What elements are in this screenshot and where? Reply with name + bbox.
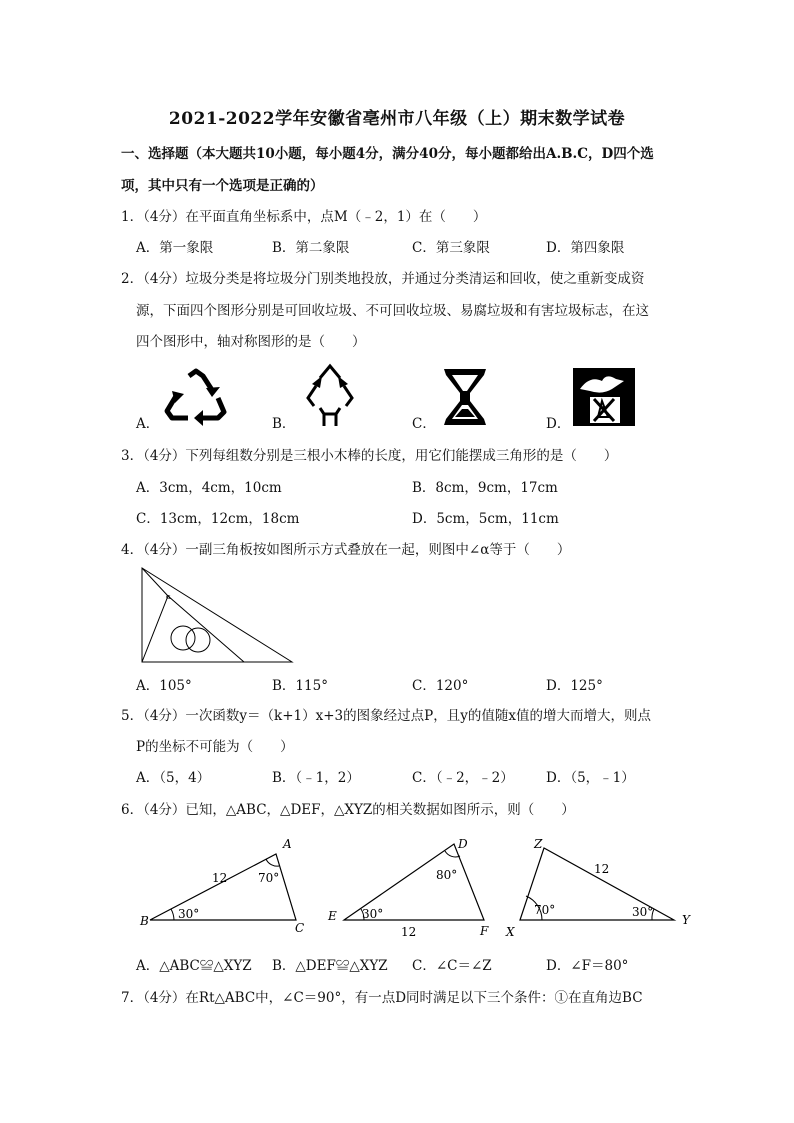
abc-label-a: A (283, 837, 292, 851)
abc-label-b: B (140, 914, 149, 928)
q3-option-d[interactable]: D．5cm，5cm，11cm (412, 511, 559, 527)
q2-line2: 源，下面四个图形分别是可回收垃圾、不可回收垃圾、易腐垃圾和有害垃圾标志，在这 (136, 303, 649, 319)
def-label-f: F (480, 924, 489, 938)
q4-option-b[interactable]: B．115° (272, 678, 328, 694)
q2-option-d[interactable]: D． (546, 416, 571, 432)
xyz-angle-x: 70° (534, 903, 556, 917)
q6-stem: 6．（4分）已知，△ABC，△DEF，△XYZ的相关数据如图所示，则（ ） (121, 802, 575, 818)
q4-alpha-label: α (166, 593, 171, 601)
q6-option-d[interactable]: D．∠F＝80° (546, 958, 629, 974)
xyz-label-z: Z (534, 837, 543, 851)
q5-option-d[interactable]: D．（5，﹣1） (546, 770, 635, 786)
q1-stem: 1．（4分）在平面直角坐标系中，点M（﹣2，1）在（ ） (121, 209, 487, 225)
q4-option-a[interactable]: A．105° (136, 678, 192, 694)
q5-option-c[interactable]: C．（﹣2，﹣2） (412, 770, 514, 786)
q7-stem: 7．（4分）在Rt△ABC中，∠C＝90°，有一点D同时满足以下三个条件：①在直角边BC (121, 990, 643, 1006)
q4-option-c[interactable]: C．120° (412, 678, 469, 694)
q3-stem: 3．（4分）下列每组数分别是三根小木棒的长度，用它们能摆成三角形的是（ ） (121, 448, 618, 464)
q5-line1: 5．（4分）一次函数y＝（k+1）x+3的图象经过点P，且y的值随x值的增大而增大，则点 (121, 708, 651, 724)
abc-angle-b: 30° (178, 907, 200, 921)
q6-option-a[interactable]: A．△ABC≌△XYZ (136, 958, 252, 974)
xyz-side-label: 12 (594, 862, 610, 876)
q6-option-b[interactable]: B．△DEF≌△XYZ (272, 958, 388, 974)
q3-option-b[interactable]: B．8cm，9cm，17cm (412, 480, 558, 496)
abc-angle-a: 70° (258, 871, 280, 885)
xyz-label-y: Y (682, 913, 690, 927)
section-heading-line1: 一、选择题（本大题共10小题，每小题4分，满分40分，每小题都给出A.B.C，D四个选 (121, 146, 654, 162)
q6-option-c[interactable]: C．∠C＝∠Z (412, 958, 492, 974)
q1-option-d[interactable]: D．第四象限 (546, 240, 625, 256)
q2-option-b[interactable]: B． (272, 416, 296, 432)
q2-option-c[interactable]: C． (412, 416, 436, 432)
xyz-angle-y: 30° (632, 905, 654, 919)
q1-option-c[interactable]: C．第三象限 (412, 240, 490, 256)
q1-option-a[interactable]: A．第一象限 (136, 240, 214, 256)
hazardous-waste-icon (572, 367, 636, 427)
recycle-icon (162, 368, 230, 426)
q3-option-c[interactable]: C．13cm，12cm，18cm (136, 511, 300, 527)
def-label-d: D (458, 837, 468, 851)
xyz-label-x: X (506, 925, 515, 939)
q4-option-d[interactable]: D．125° (546, 678, 603, 694)
def-angle-e: 30° (362, 907, 384, 921)
q2-option-a[interactable]: A． (136, 416, 160, 432)
q5-line2: P的坐标不可能为（ ） (136, 739, 294, 755)
def-side-label: 12 (401, 925, 417, 939)
non-recyclable-icon (298, 364, 362, 428)
q5-option-b[interactable]: B．（﹣1，2） (272, 770, 360, 786)
section-heading-line2: 项，其中只有一个选项是正确的） (121, 178, 324, 194)
q1-option-b[interactable]: B．第二象限 (272, 240, 350, 256)
page-title: 2021-2022学年安徽省亳州市八年级（上）期末数学试卷 (168, 109, 626, 129)
def-label-e: E (328, 909, 337, 923)
q4-stem: 4．（4分）一副三角板按如图所示方式叠放在一起，则图中∠α等于（ ） (121, 542, 571, 558)
def-angle-d: 80° (436, 868, 458, 882)
triangle-def-figure (326, 832, 496, 942)
q5-option-a[interactable]: A．（5，4） (136, 770, 211, 786)
q2-line1: 2．（4分）垃圾分类是将垃圾分门别类地投放，并通过分类清运和回收，使之重新变成资 (121, 271, 645, 287)
abc-label-c: C (295, 921, 305, 935)
compost-icon (440, 367, 490, 427)
triangle-abc-figure (140, 832, 310, 942)
abc-side-label: 12 (212, 871, 228, 885)
triangle-xyz-figure (504, 832, 704, 942)
q2-line3: 四个图形中，轴对称图形的是（ ） (136, 334, 366, 350)
q3-option-a[interactable]: A．3cm，4cm，10cm (136, 480, 282, 496)
q4-triangle-figure (136, 566, 296, 666)
